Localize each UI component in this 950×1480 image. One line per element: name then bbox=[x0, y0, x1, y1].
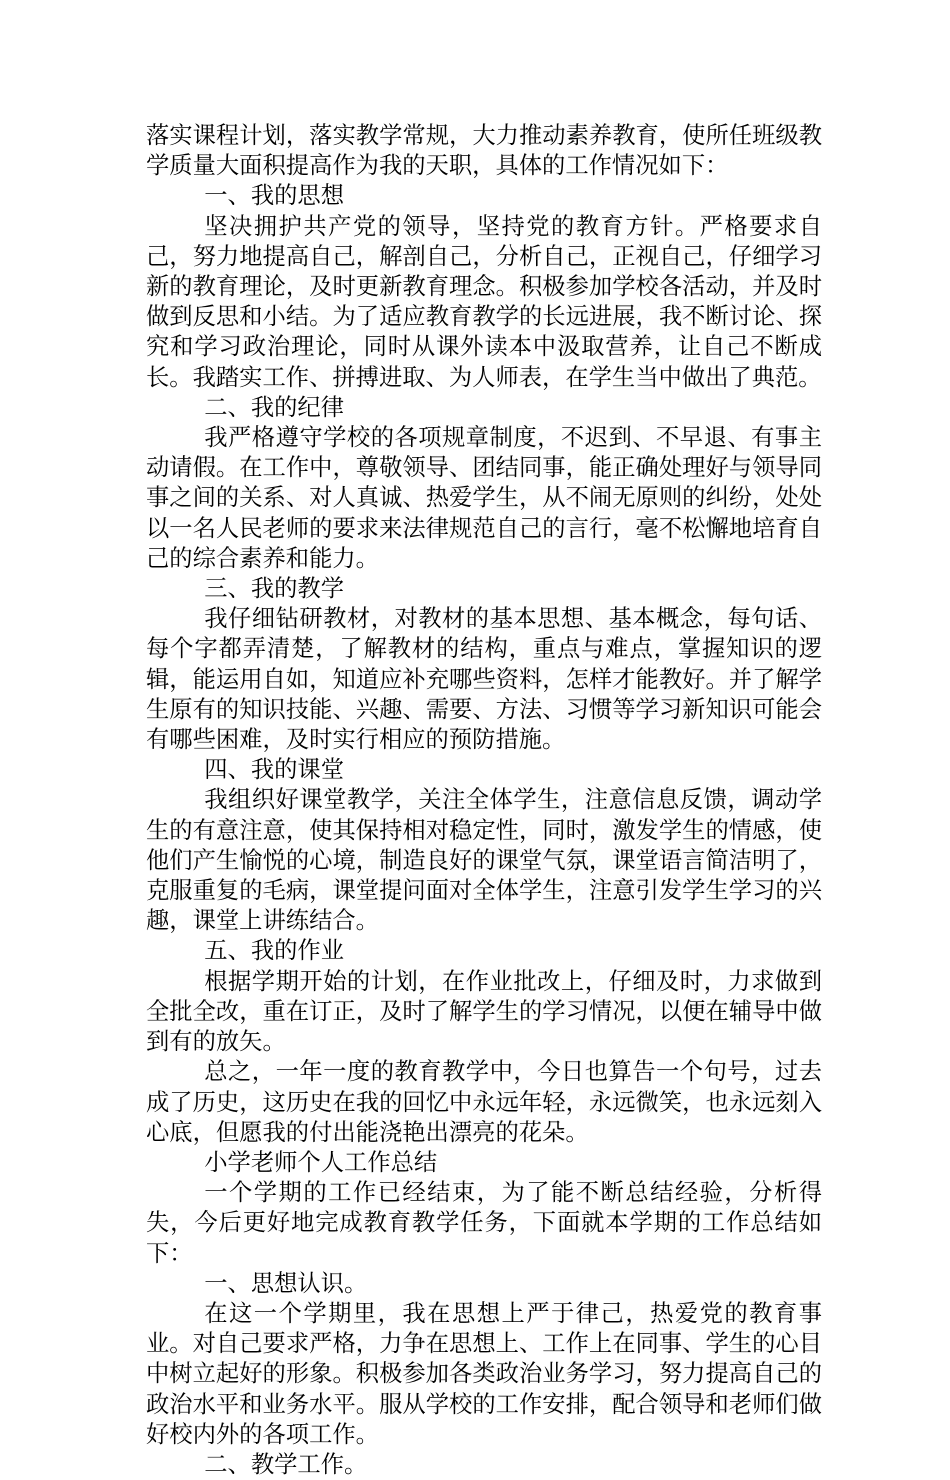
section-heading-homework: 五、我的作业 bbox=[204, 937, 345, 965]
document-body bbox=[146, 121, 822, 1480]
paragraph-conclusion: 总之，一年一度的教育教学中，今日也算告一个句号，过去成了历史，这历史在我的回忆中永远年轻，永远微笑，也永远刻入心底，但愿我的付出能浇艳出漂亮的花朵。 bbox=[146, 1058, 822, 1146]
document-subtitle: 小学老师个人工作总结 bbox=[204, 1148, 438, 1176]
paragraph-classroom: 我组织好课堂教学，关注全体学生，注意信息反馈，调动学生的有意注意，使其保持相对稳定性，同时，激发学生的情感，使他们产生愉悦的心境，制造良好的课堂气氛，课堂语言简洁明了，克服重复的毛病，课堂提问面对全体学生，注意引发学生学习的兴趣，课堂上讲练结合。 bbox=[146, 786, 822, 935]
section-heading-discipline: 二、我的纪律 bbox=[204, 393, 345, 421]
paragraph-homework: 根据学期开始的计划，在作业批改上，仔细及时，力求做到全批全改，重在订正，及时了解学生的学习情况，以便在辅导中做到有的放矢。 bbox=[146, 967, 822, 1056]
section-heading-teaching: 三、我的教学 bbox=[204, 575, 345, 603]
section-heading-teaching-work: 二、教学工作。 bbox=[204, 1450, 368, 1478]
paragraph-discipline: 我严格遵守学校的各项规章制度，不迟到、不早退、有事主动请假。在工作中，尊敬领导、团结同事，能正确处理好与领导同事之间的关系、对人真诚、热爱学生，从不闹无原则的纠纷，处处以一名人民老师的要求来法律规范自己的言行，毫不松懈地培育自己的综合素养和能力。 bbox=[146, 424, 822, 572]
paragraph-ideology: 在这一个学期里，我在思想上严于律己，热爱党的教育事业。对自己要求严格，力争在思想上、工作上在同事、学生的心目中树立起好的形象。积极参加各类政治业务学习，努力提高自己的政治水平和业务水平。服从学校的工作安排，配合领导和老师们做好校内外的各项工作。 bbox=[146, 1299, 822, 1448]
section-heading-classroom: 四、我的课堂 bbox=[204, 756, 345, 784]
section-heading-ideology: 一、思想认识。 bbox=[204, 1269, 368, 1297]
section-heading-thought: 一、我的思想 bbox=[204, 182, 345, 210]
paragraph-intro: 落实课程计划，落实教学常规，大力推动素养教育，使所任班级教学质量大面积提高作为我的天职，具体的工作情况如下： bbox=[146, 122, 822, 180]
paragraph-thought: 坚决拥护共产党的领导，坚持党的教育方针。严格要求自己，努力地提高自己，解剖自己，分析自己，正视自己，仔细学习新的教育理论，及时更新教育理念。积极参加学校各活动，并及时做到反思和小结。为了适应教育教学的长远进展，我不断讨论、探究和学习政治理论，同时从课外读本中汲取营养，让自己不断成长。我踏实工作、拼搏进取、为人师表，在学生当中做出了典范。 bbox=[146, 212, 822, 391]
paragraph-summary-intro: 一个学期的工作已经结束，为了能不断总结经验，分析得失，今后更好地完成教育教学任务，下面就本学期的工作总结如下： bbox=[146, 1179, 822, 1267]
paragraph-teaching: 我仔细钻研教材，对教材的基本思想、基本概念，每句话、每个字都弄清楚，了解教材的结构，重点与难点，掌握知识的逻辑，能运用自如，知道应补充哪些资料，怎样才能教好。并了解学生原有的知识技能、兴趣、需要、方法、习惯等学习新知识可能会有哪些困难，及时实行相应的预防措施。 bbox=[146, 605, 822, 754]
